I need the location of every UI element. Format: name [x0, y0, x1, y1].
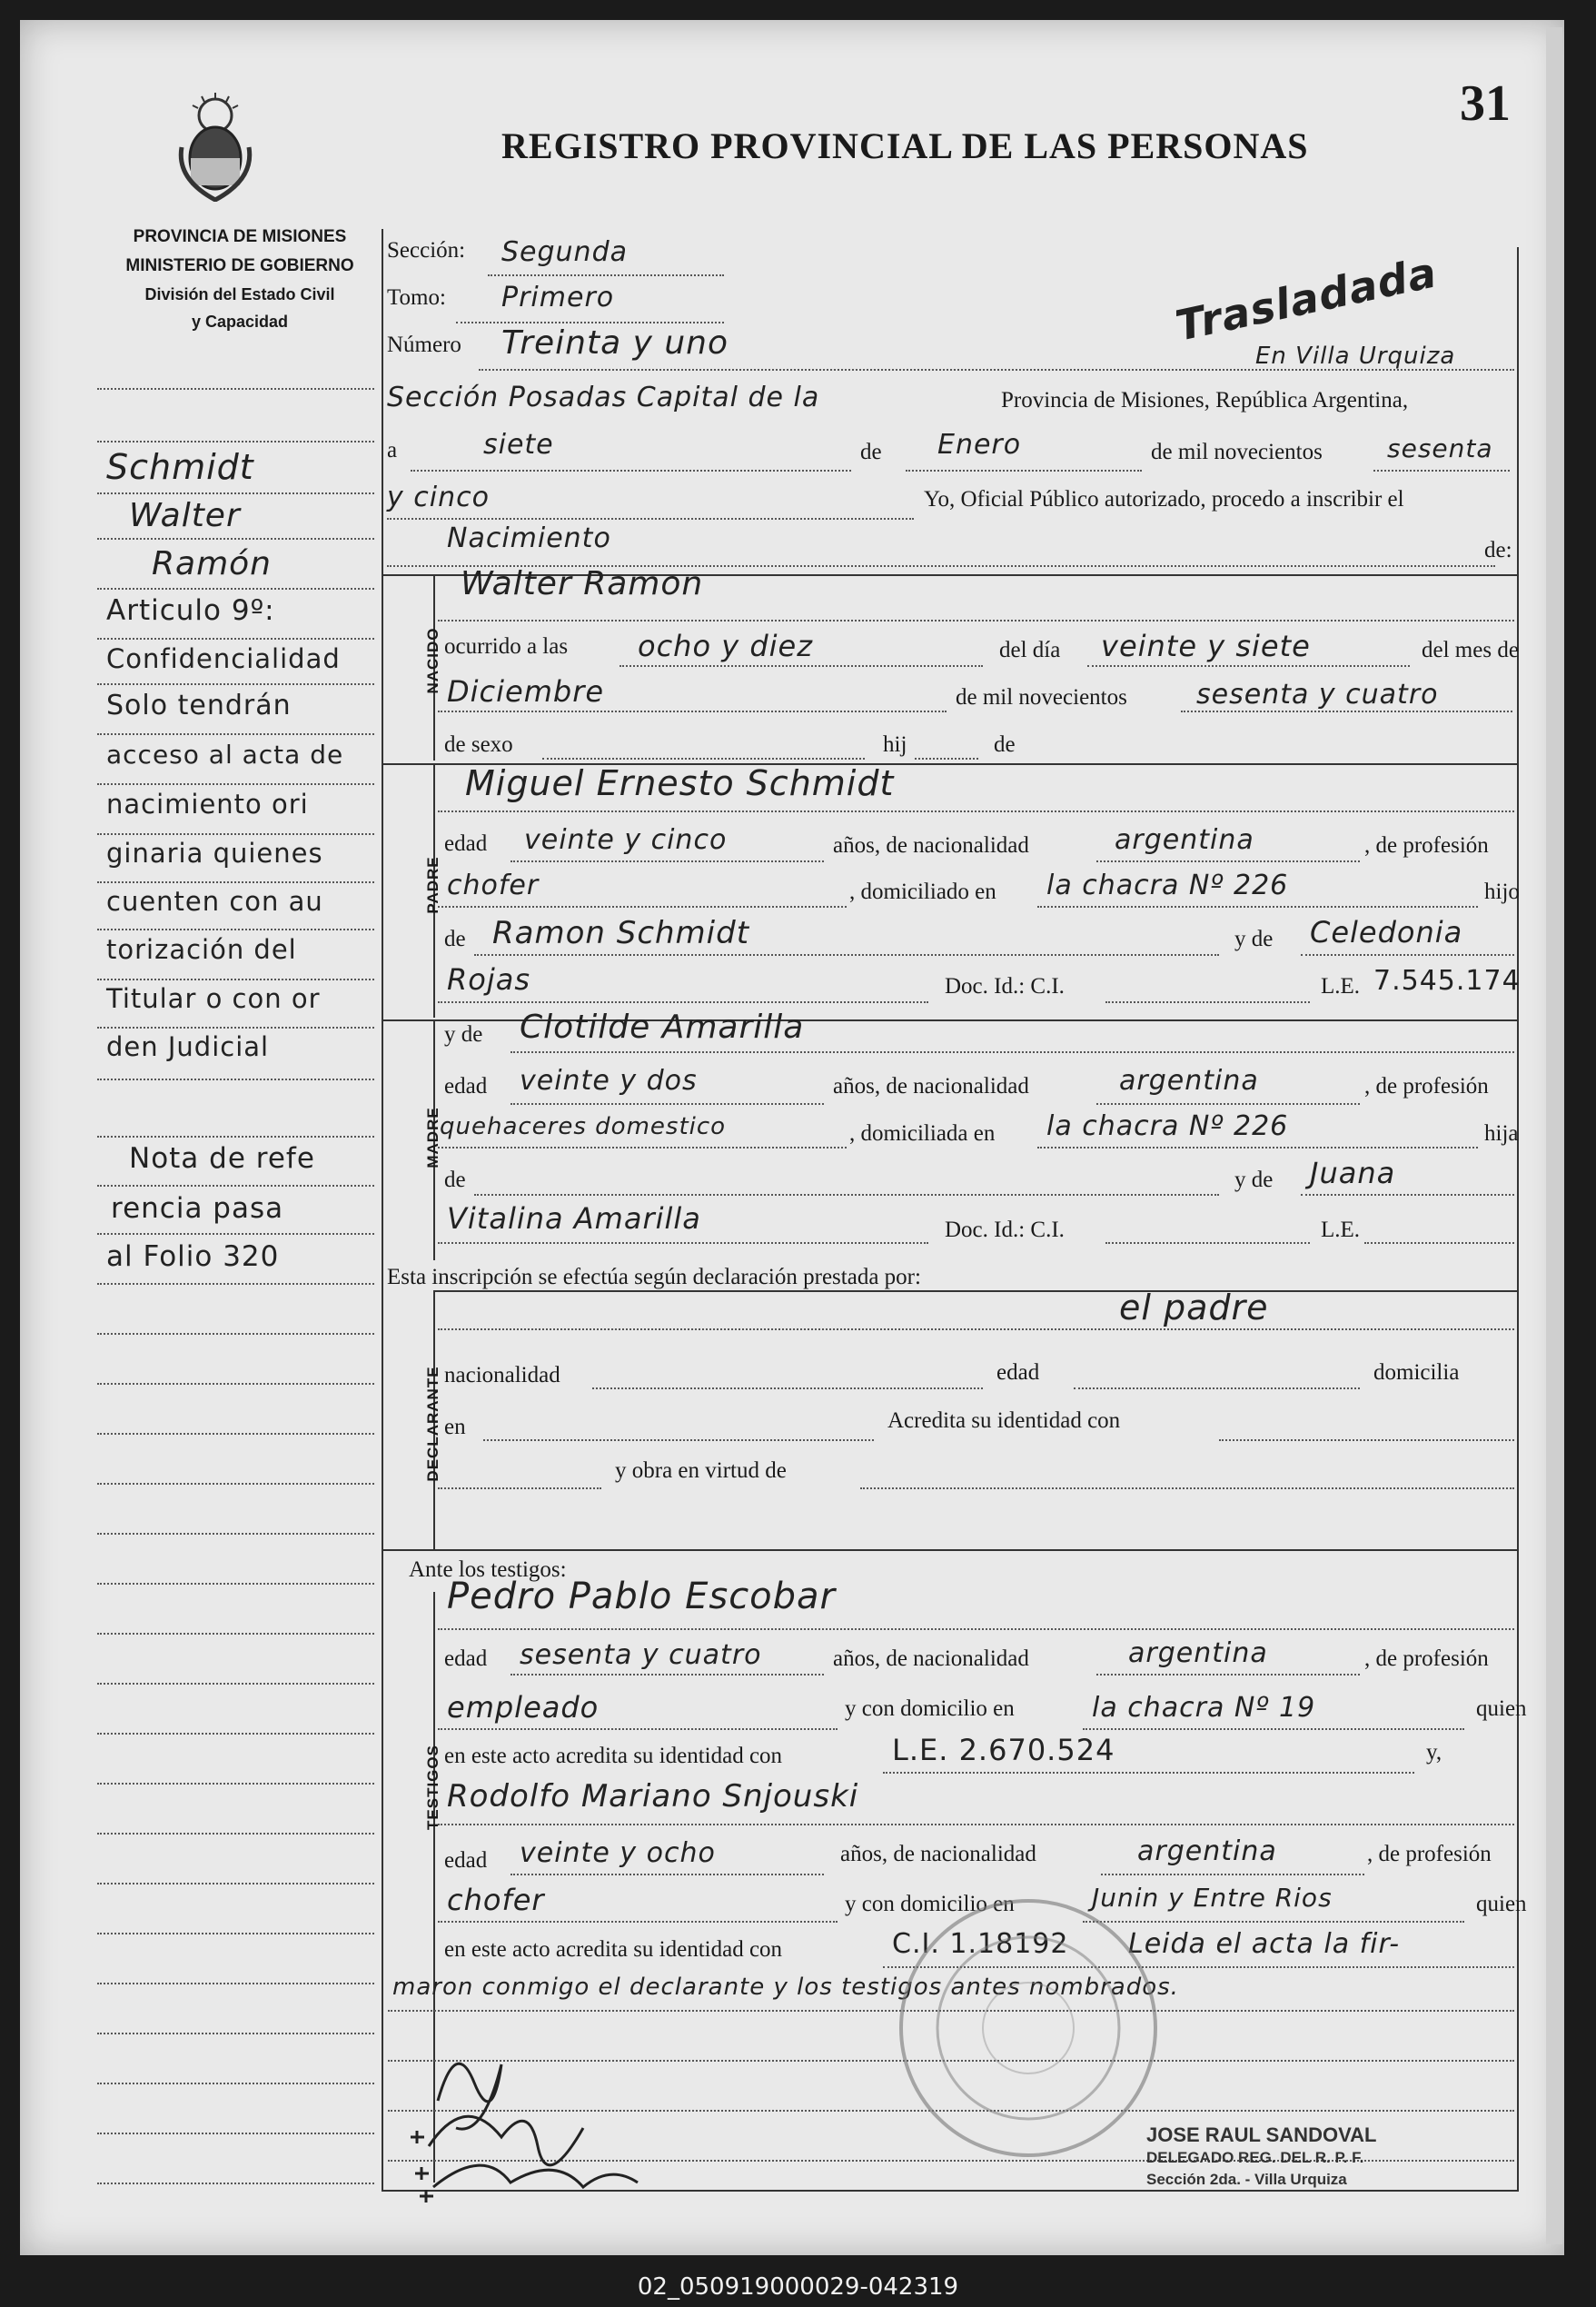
madre-yde2-label: y de [1234, 1168, 1274, 1192]
madre-dom-value: la chacra Nº 226 [1046, 1110, 1289, 1142]
testigo-1-edad-label: edad [444, 1646, 488, 1671]
padre-de-label: de [444, 927, 466, 951]
testigo-1-acr-label: en este acto acredita su identidad con [444, 1744, 783, 1768]
madre-prof-value: quehaceres domestico [440, 1113, 727, 1140]
act-value: Nacimiento [447, 522, 611, 554]
declarante-intro: Esta inscripción se efectúa según declaración prestada por: [387, 1265, 921, 1289]
official-seccion: Sección 2da. - Villa Urquiza [1146, 2171, 1347, 2188]
padre-edad-label: edad [444, 831, 488, 856]
padre-nac-value: argentina [1115, 824, 1254, 856]
declarante-edad-label: edad [996, 1360, 1040, 1385]
padre-le-value: 7.545.174 [1373, 965, 1521, 997]
madre-hija-label: hija [1484, 1121, 1519, 1146]
margin-note-line: Confidencialidad [106, 643, 341, 674]
madre-nac-label: años, de nacionalidad [833, 1074, 1029, 1099]
testigo-2-nac: argentina [1137, 1835, 1277, 1867]
month-value: Enero [937, 429, 1022, 461]
madre-dom-label: , domiciliada en [849, 1121, 996, 1146]
declarante-acredita-label: Acredita su identidad con [887, 1408, 1121, 1433]
official-title: DELEGADO REG. DEL R. P. F. [1146, 2149, 1364, 2166]
nacido-day-value: veinte y siete [1101, 629, 1311, 663]
testigo-1-dom: la chacra Nº 19 [1092, 1692, 1316, 1724]
margin-note-line: acceso al acta de [106, 740, 344, 770]
padre-edad-value: veinte y cinco [524, 824, 728, 856]
page-title: REGISTRO PROVINCIAL DE LAS PERSONAS [501, 125, 1309, 166]
year-label: de mil novecientos [1151, 440, 1323, 464]
year-value-2: y cinco [387, 482, 490, 513]
testigos-section-label: TESTIGOS [424, 1745, 441, 1830]
testigo-1-name: Pedro Pablo Escobar [447, 1576, 837, 1617]
tomo-label: Tomo: [387, 285, 446, 310]
signatures-icon [401, 2028, 692, 2210]
de-label: de [860, 440, 882, 464]
margin-note-line: Solo tendrán [106, 690, 292, 721]
testigo-1-nac: argentina [1128, 1637, 1268, 1669]
padre-father-name: Ramon Schmidt [492, 915, 750, 951]
padre-dom-label: , domiciliado en [849, 880, 996, 904]
oficial-text: Yo, Oficial Público autorizado, procedo a inscribir el [924, 487, 1404, 512]
margin-first-name: Walter [129, 497, 241, 534]
nacido-year-label: de mil novecientos [956, 685, 1127, 710]
madre-le-label: L.E. [1321, 1218, 1361, 1242]
testigo-2-prof-label: , de profesión [1367, 1842, 1492, 1866]
declarante-virtud-label: y obra en virtud de [615, 1458, 787, 1483]
org-line-2: MINISTERIO DE GOBIERNO [125, 256, 354, 275]
margin-ref-line: Nota de refe [129, 1142, 315, 1175]
nacido-hij-label: hij [883, 732, 907, 757]
nacido-day-label: del día [999, 638, 1061, 662]
testigo-2-nac-label: años, de nacionalidad [840, 1842, 1036, 1866]
margin-surname: Schmidt [106, 447, 254, 487]
padre-name: Miguel Ernesto Schmidt [465, 763, 895, 803]
madre-mother-name-2: Vitalina Amarilla [447, 1201, 701, 1236]
margin-note-line: nacimiento ori [106, 789, 309, 820]
padre-dom-value: la chacra Nº 226 [1046, 870, 1289, 901]
testigo-2-dom: Junin y Entre Rios [1092, 1883, 1333, 1913]
nacido-de-label: de [994, 732, 1016, 757]
seccion-label: Sección: [387, 238, 466, 263]
padre-doc-label: Doc. Id.: C.I. [945, 974, 1065, 999]
padre-prof-label: , de profesión [1364, 833, 1489, 858]
testigo-1-prof-label: , de profesión [1364, 1646, 1489, 1671]
seccion-value: Segunda [501, 236, 628, 268]
org-line-3: División del Estado Civil [144, 285, 335, 303]
nacido-hour-label: ocurrido a las [444, 634, 569, 659]
margin-note-line: cuenten con au [106, 886, 323, 917]
testigo-2-acr-label: en este acto acredita su identidad con [444, 1937, 783, 1962]
madre-section-label: MADRE [424, 1107, 441, 1168]
padre-prof-value: chofer [447, 870, 540, 901]
document-page [20, 20, 1564, 2255]
margin-middle-name: Ramón [152, 545, 272, 582]
org-line-1: PROVINCIA DE MISIONES [133, 227, 347, 246]
numero-label: Número [387, 333, 461, 357]
place-line-label: Provincia de Misiones, República Argentina, [1001, 388, 1409, 413]
coat-of-arms-icon [174, 93, 256, 202]
trasladada-annotation: Trasladada [1171, 247, 1442, 351]
declarante-dom-label: domicilia [1373, 1360, 1460, 1385]
declarante-nac-label: nacionalidad [444, 1363, 560, 1387]
nacido-year-value: sesenta y cuatro [1196, 679, 1439, 711]
nacido-sex-label: de sexo [444, 732, 513, 757]
testigo-1-doc: L.E. 2.670.524 [892, 1733, 1115, 1767]
madre-edad-value: veinte y dos [520, 1065, 698, 1097]
org-line-4: y Capacidad [191, 313, 289, 331]
margin-note-line: den Judicial [106, 1031, 270, 1062]
footer-id: 02_050919000029-042319 [637, 2273, 959, 2301]
year-value: sesenta [1387, 433, 1493, 463]
place-line-value: Sección Posadas Capital de la [387, 382, 820, 413]
testigo-1-edad: sesenta y cuatro [520, 1639, 762, 1671]
padre-hijo-label: hijo [1484, 880, 1520, 904]
madre-edad-label: edad [444, 1074, 488, 1099]
testigo-2-quien: quien [1476, 1892, 1527, 1916]
closing-inline: Leida el acta la fir- [1128, 1928, 1401, 1960]
padre-section-label: PADRE [424, 856, 441, 914]
madre-name: Clotilde Amarilla [520, 1009, 805, 1046]
numero-value: Treinta y uno [501, 324, 729, 362]
madre-doc-label: Doc. Id.: C.I. [945, 1218, 1065, 1242]
margin-ref-line: al Folio 320 [106, 1240, 280, 1273]
nacido-month-label: del mes de [1422, 638, 1519, 662]
madre-mother-name: Juana [1310, 1156, 1396, 1190]
padre-mother-name-2: Rojas [447, 962, 530, 997]
madre-yde-label: y de [444, 1022, 483, 1047]
testigo-1-nac-label: años, de nacionalidad [833, 1646, 1029, 1671]
margin-note-line: Titular o con or [106, 983, 321, 1014]
testigo-2-dom-label: y con domicilio en [845, 1892, 1015, 1916]
madre-de-label: de [444, 1168, 466, 1192]
testigo-2-doc: C.I. 1.18192 [892, 1928, 1069, 1960]
official-seal-icon [892, 1892, 1165, 2164]
testigo-2-prof: chofer [447, 1883, 545, 1917]
declarante-en-label: en [444, 1415, 466, 1439]
margin-ref-line: rencia pasa [111, 1192, 284, 1225]
testigo-1-prof: empleado [447, 1690, 600, 1725]
margin-note-line: torización del [106, 934, 297, 965]
testigo-2-edad-label: edad [444, 1848, 488, 1873]
official-name: JOSE RAUL SANDOVAL [1146, 2123, 1377, 2146]
closing-line: maron conmigo el declarante y los testigos antes nombrados. [392, 1974, 1179, 2001]
testigo-1-dom-label: y con domicilio en [845, 1696, 1015, 1721]
page-number: 31 [1460, 75, 1511, 132]
declarante-section-label: DECLARANTE [424, 1366, 441, 1482]
padre-yde-label: y de [1234, 927, 1274, 951]
nacido-section-label: NACIDO [424, 627, 441, 694]
padre-le-label: L.E. [1321, 974, 1361, 999]
testigo-1-y: y, [1426, 1740, 1442, 1765]
testigo-2-name: Rodolfo Mariano Snjouski [447, 1778, 859, 1815]
de-colon: de: [1484, 538, 1512, 562]
nacido-month-value: Diciembre [447, 674, 605, 709]
padre-nac-label: años, de nacionalidad [833, 833, 1029, 858]
a-label: a [387, 438, 398, 462]
testigo-2-edad: veinte y ocho [520, 1837, 716, 1869]
nacido-name: Walter Ramon [461, 565, 704, 602]
madre-nac-value: argentina [1119, 1065, 1259, 1097]
day-value: siete [483, 429, 554, 461]
testigos-intro: Ante los testigos: [409, 1557, 567, 1582]
testigo-1-quien: quien [1476, 1696, 1527, 1721]
tomo-value: Primero [501, 282, 615, 313]
madre-prof-label: , de profesión [1364, 1074, 1489, 1099]
margin-note-line: Articulo 9º: [106, 594, 275, 627]
nacido-hour-value: ocho y diez [638, 629, 813, 663]
declarante-value: el padre [1119, 1288, 1269, 1328]
margin-note-line: ginaria quienes [106, 838, 323, 869]
place-line-extra: En Villa Urquiza [1255, 343, 1456, 370]
padre-mother-name: Celedonia [1310, 915, 1463, 950]
